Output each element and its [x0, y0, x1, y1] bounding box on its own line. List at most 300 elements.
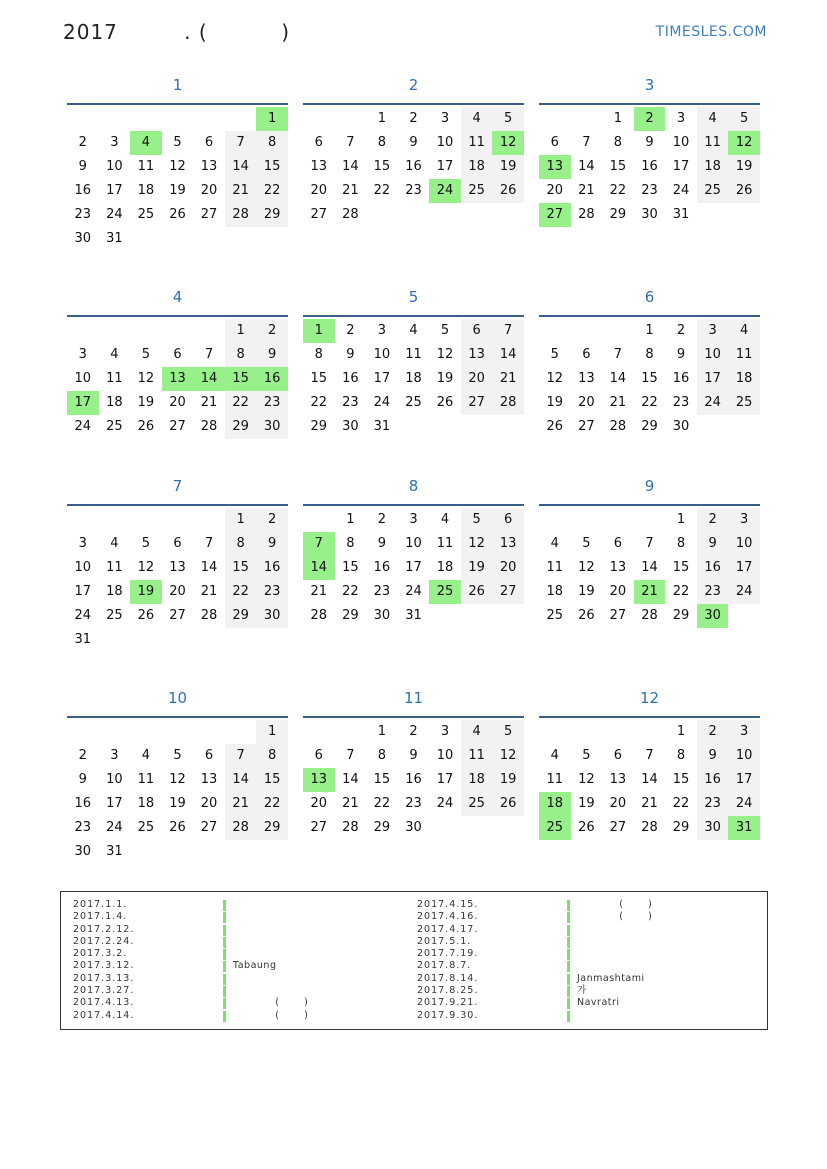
month-3 [539, 70, 760, 227]
day-cell: 23 [405, 796, 422, 811]
week-row [67, 367, 288, 391]
month-divider [67, 103, 288, 105]
empty-day-cell [193, 508, 225, 532]
day-cell: 25 [697, 179, 729, 203]
day-cell: 16 [672, 371, 690, 386]
day-cell: 12 [169, 772, 186, 787]
day-cell: 24 [106, 820, 123, 835]
holiday-date: 2017.8.25. [417, 985, 479, 997]
day-cell: 28 [200, 419, 218, 434]
week-row [539, 319, 760, 343]
empty-day-cell [634, 720, 666, 744]
day-cell: 3 [110, 135, 119, 150]
day-cell: 19 [546, 395, 564, 410]
holiday-marker [567, 912, 570, 923]
day-cell: 29 [225, 415, 257, 439]
week-row [539, 532, 760, 556]
holiday-day-cell: 2 [634, 107, 666, 131]
day-cell: 1 [225, 508, 257, 532]
day-cell: 21 [609, 395, 627, 410]
week-row [539, 556, 760, 580]
day-cell: 30 [74, 844, 92, 859]
day-cell: 12 [169, 159, 186, 174]
holiday-name: ( ) [233, 997, 309, 1009]
holiday-date: 2017.4.16. [417, 911, 479, 923]
day-cell: 29 [609, 207, 627, 222]
day-cell: 10 [672, 135, 690, 150]
empty-day-cell [256, 628, 288, 652]
month-divider [67, 716, 288, 718]
empty-day-cell [99, 628, 131, 652]
empty-day-cell [492, 816, 524, 840]
day-cell: 15 [342, 560, 359, 575]
week-row [303, 131, 524, 155]
day-cell: 25 [461, 179, 493, 203]
empty-day-cell [728, 415, 760, 439]
month-title: 2 [408, 76, 419, 94]
week-row [303, 391, 524, 415]
day-cell: 27 [310, 207, 328, 222]
holiday-date: 2017.9.30. [417, 1009, 479, 1021]
day-cell: 20 [310, 796, 328, 811]
week-row [67, 556, 288, 580]
week-row [303, 203, 524, 227]
day-cell: 4 [110, 536, 119, 551]
week-row [303, 532, 524, 556]
holiday-name: 가 [577, 985, 587, 997]
empty-day-cell [130, 720, 162, 744]
day-cell: 28 [342, 820, 359, 835]
day-cell: 21 [578, 183, 595, 198]
week-row [303, 744, 524, 768]
week-row [67, 131, 288, 155]
day-cell: 8 [256, 744, 288, 768]
day-cell: 3 [697, 319, 729, 343]
day-cell: 22 [225, 391, 257, 415]
day-cell: 14 [641, 772, 658, 787]
day-cell: 6 [173, 536, 182, 551]
day-cell: 30 [641, 207, 658, 222]
day-cell: 17 [728, 556, 760, 580]
holiday-marker [567, 925, 570, 936]
empty-day-cell [193, 840, 225, 864]
day-cell: 23 [672, 395, 690, 410]
holiday-marker [567, 900, 570, 911]
day-cell: 28 [225, 203, 257, 227]
day-cell: 4 [141, 748, 151, 763]
month-title: 10 [167, 689, 188, 707]
day-cell: 17 [106, 183, 123, 198]
day-cell: 7 [645, 748, 654, 763]
day-cell: 6 [204, 135, 214, 150]
day-cell: 29 [672, 820, 690, 835]
day-cell: 15 [256, 155, 288, 179]
day-cell: 6 [461, 319, 493, 343]
holiday-day-cell: 14 [193, 367, 225, 391]
day-cell: 28 [641, 608, 658, 623]
holiday-day-cell: 27 [539, 203, 571, 227]
day-cell: 10 [436, 135, 454, 150]
day-cell: 9 [409, 135, 418, 150]
day-cell: 29 [256, 816, 288, 840]
empty-day-cell [67, 319, 99, 343]
day-cell: 30 [697, 816, 729, 840]
day-cell: 19 [578, 796, 595, 811]
empty-day-cell [429, 604, 461, 628]
week-row [303, 367, 524, 391]
day-cell: 23 [256, 391, 288, 415]
day-cell: 12 [137, 560, 155, 575]
week-row [539, 720, 760, 744]
day-cell: 6 [613, 748, 623, 763]
day-cell: 8 [613, 135, 623, 150]
empty-day-cell [697, 203, 729, 227]
holiday-marker [223, 974, 226, 985]
empty-day-cell [335, 720, 367, 744]
day-cell: 2 [409, 111, 418, 126]
day-cell: 22 [373, 183, 391, 198]
holiday-date: 2017.3.12. [73, 960, 135, 972]
day-cell: 18 [137, 183, 155, 198]
holiday-marker [567, 986, 570, 997]
holiday-day-cell: 19 [130, 580, 162, 604]
day-cell: 18 [137, 796, 155, 811]
month-9 [539, 471, 760, 628]
day-cell: 12 [578, 772, 595, 787]
day-cell: 26 [169, 207, 186, 222]
week-row [67, 604, 288, 628]
month-divider [539, 716, 760, 718]
page-title: 2017 . ( ) [63, 20, 291, 44]
month-title: 5 [408, 288, 419, 306]
empty-day-cell [602, 319, 634, 343]
day-cell: 20 [609, 584, 627, 599]
empty-day-cell [461, 415, 493, 439]
day-cell: 10 [74, 560, 92, 575]
month-divider [67, 504, 288, 506]
day-cell: 26 [492, 792, 524, 816]
day-cell: 23 [74, 207, 92, 222]
day-cell: 22 [609, 183, 627, 198]
holiday-legend [60, 891, 768, 1030]
day-cell: 5 [440, 323, 450, 338]
empty-day-cell [429, 816, 461, 840]
day-cell: 20 [546, 183, 564, 198]
day-cell: 20 [461, 367, 493, 391]
day-cell: 1 [256, 720, 288, 744]
empty-day-cell [539, 319, 571, 343]
day-cell: 16 [342, 371, 359, 386]
day-cell: 27 [310, 820, 328, 835]
week-row [67, 203, 288, 227]
holiday-name: ( ) [577, 911, 653, 923]
empty-day-cell [193, 628, 225, 652]
day-cell: 20 [200, 183, 218, 198]
month-4 [67, 282, 288, 439]
day-cell: 2 [676, 323, 686, 338]
day-cell: 26 [461, 580, 493, 604]
day-cell: 12 [436, 347, 454, 362]
empty-day-cell [492, 415, 524, 439]
day-cell: 8 [256, 131, 288, 155]
day-cell: 29 [225, 604, 257, 628]
day-cell: 26 [578, 820, 595, 835]
empty-day-cell [130, 227, 162, 251]
holiday-day-cell: 15 [225, 367, 257, 391]
day-cell: 9 [256, 532, 288, 556]
week-row [539, 604, 760, 628]
day-cell: 11 [546, 772, 564, 787]
empty-day-cell [697, 415, 729, 439]
day-cell: 27 [609, 608, 627, 623]
day-cell: 21 [225, 792, 257, 816]
empty-day-cell [303, 107, 335, 131]
day-cell: 25 [137, 207, 155, 222]
holiday-marker [223, 912, 226, 923]
day-cell: 17 [436, 772, 454, 787]
day-cell: 22 [672, 584, 690, 599]
day-cell: 20 [169, 584, 186, 599]
week-row [303, 604, 524, 628]
week-row [539, 580, 760, 604]
week-row [67, 744, 288, 768]
holiday-date: 2017.3.2. [73, 948, 128, 960]
day-cell: 11 [546, 560, 564, 575]
holiday-date: 2017.4.13. [73, 997, 135, 1009]
holiday-date: 2017.8.14. [417, 972, 479, 984]
day-cell: 24 [672, 183, 690, 198]
day-cell: 14 [641, 560, 658, 575]
week-row [67, 532, 288, 556]
day-cell: 17 [672, 159, 690, 174]
day-cell: 31 [106, 844, 123, 859]
empty-day-cell [429, 415, 461, 439]
holiday-day-cell: 18 [539, 792, 571, 816]
day-cell: 3 [110, 748, 119, 763]
week-row [539, 367, 760, 391]
day-cell: 27 [169, 419, 186, 434]
day-cell: 8 [377, 135, 387, 150]
week-row [539, 179, 760, 203]
empty-day-cell [602, 720, 634, 744]
day-cell: 1 [676, 724, 686, 739]
day-cell: 1 [346, 512, 355, 527]
day-cell: 19 [492, 155, 524, 179]
day-cell: 17 [436, 159, 454, 174]
holiday-date: 2017.4.14. [73, 1009, 135, 1021]
day-cell: 10 [74, 371, 92, 386]
day-cell: 19 [137, 395, 155, 410]
empty-day-cell [67, 107, 99, 131]
day-cell: 6 [492, 508, 524, 532]
week-row [303, 768, 524, 792]
holiday-day-cell: 13 [162, 367, 194, 391]
day-cell: 22 [256, 792, 288, 816]
day-cell: 24 [74, 608, 92, 623]
day-cell: 28 [609, 419, 627, 434]
day-cell: 14 [225, 155, 257, 179]
day-cell: 19 [169, 183, 186, 198]
day-cell: 7 [582, 135, 591, 150]
empty-day-cell [193, 107, 225, 131]
week-row [67, 319, 288, 343]
day-cell: 9 [256, 343, 288, 367]
week-row [67, 720, 288, 744]
month-divider [539, 103, 760, 105]
day-cell: 1 [377, 724, 387, 739]
day-cell: 7 [346, 748, 355, 763]
day-cell: 18 [546, 584, 564, 599]
day-cell: 14 [225, 768, 257, 792]
day-cell: 5 [173, 748, 182, 763]
day-cell: 9 [409, 748, 418, 763]
day-cell: 5 [492, 720, 524, 744]
day-cell: 10 [728, 532, 760, 556]
day-cell: 2 [409, 724, 418, 739]
day-cell: 6 [204, 748, 214, 763]
day-cell: 3 [440, 724, 450, 739]
day-cell: 26 [578, 608, 595, 623]
week-row [67, 792, 288, 816]
day-cell: 8 [346, 536, 355, 551]
day-cell: 30 [342, 419, 359, 434]
day-cell: 3 [78, 347, 87, 362]
week-row [539, 744, 760, 768]
empty-day-cell [225, 840, 257, 864]
day-cell: 4 [110, 347, 119, 362]
day-cell: 16 [373, 560, 391, 575]
month-divider [303, 315, 524, 317]
day-cell: 23 [405, 183, 422, 198]
day-cell: 27 [200, 820, 218, 835]
empty-day-cell [728, 203, 760, 227]
day-cell: 18 [461, 155, 493, 179]
day-cell: 16 [697, 768, 729, 792]
day-cell: 12 [546, 371, 564, 386]
day-cell: 14 [200, 560, 218, 575]
month-title: 7 [172, 477, 183, 495]
holiday-marker [223, 925, 226, 936]
holiday-marker [567, 949, 570, 960]
day-cell: 15 [609, 159, 627, 174]
day-cell: 26 [137, 608, 155, 623]
day-cell: 10 [106, 159, 123, 174]
day-cell: 17 [106, 796, 123, 811]
day-cell: 1 [645, 323, 654, 338]
empty-day-cell [398, 203, 430, 227]
day-cell: 16 [74, 796, 92, 811]
day-cell: 25 [405, 395, 422, 410]
holiday-name: Tabaung [233, 960, 277, 972]
day-cell: 15 [225, 556, 257, 580]
day-cell: 19 [436, 371, 454, 386]
holiday-date: 2017.9.21. [417, 997, 479, 1009]
month-title: 11 [403, 689, 424, 707]
empty-day-cell [162, 840, 194, 864]
day-cell: 30 [672, 419, 690, 434]
day-cell: 11 [106, 371, 123, 386]
empty-day-cell [130, 319, 162, 343]
empty-day-cell [99, 319, 131, 343]
holiday-marker [223, 1011, 226, 1022]
day-cell: 29 [672, 608, 690, 623]
day-cell: 17 [405, 560, 422, 575]
day-cell: 8 [225, 343, 257, 367]
day-cell: 31 [405, 608, 422, 623]
week-row [67, 107, 288, 131]
day-cell: 19 [578, 584, 595, 599]
day-cell: 18 [697, 155, 729, 179]
day-cell: 16 [405, 159, 422, 174]
day-cell: 9 [78, 772, 87, 787]
day-cell: 5 [728, 107, 760, 131]
empty-day-cell [571, 107, 603, 131]
month-divider [67, 315, 288, 317]
empty-day-cell [162, 508, 194, 532]
day-cell: 13 [169, 560, 186, 575]
day-cell: 24 [373, 395, 391, 410]
empty-day-cell [571, 319, 603, 343]
month-divider [303, 716, 524, 718]
week-row [67, 415, 288, 439]
holiday-marker [567, 961, 570, 972]
week-row [539, 415, 760, 439]
day-cell: 28 [641, 820, 658, 835]
day-cell: 22 [225, 580, 257, 604]
day-cell: 6 [550, 135, 559, 150]
empty-day-cell [99, 107, 131, 131]
day-cell: 22 [310, 395, 328, 410]
holiday-date: 2017.2.12. [73, 923, 135, 935]
holiday-marker [223, 961, 226, 972]
brand-link[interactable]: TIMESLES.COM [655, 24, 767, 40]
day-cell: 26 [546, 419, 564, 434]
day-cell: 23 [697, 580, 729, 604]
day-cell: 26 [137, 419, 155, 434]
month-12 [539, 683, 760, 840]
week-row [303, 792, 524, 816]
day-cell: 28 [578, 207, 595, 222]
day-cell: 8 [314, 347, 323, 362]
day-cell: 5 [582, 748, 591, 763]
week-row [67, 391, 288, 415]
holiday-marker [223, 900, 226, 911]
empty-day-cell [162, 628, 194, 652]
day-cell: 9 [676, 347, 686, 362]
holiday-marker [567, 1011, 570, 1022]
day-cell: 24 [728, 580, 760, 604]
day-cell: 8 [377, 748, 387, 763]
day-cell: 13 [310, 159, 328, 174]
empty-day-cell [539, 107, 571, 131]
day-cell: 20 [310, 183, 328, 198]
holiday-name: ( ) [233, 1009, 309, 1021]
holiday-marker [223, 998, 226, 1009]
day-cell: 19 [492, 768, 524, 792]
week-row [67, 816, 288, 840]
day-cell: 31 [106, 231, 123, 246]
empty-day-cell [225, 628, 257, 652]
empty-day-cell [162, 227, 194, 251]
month-divider [303, 103, 524, 105]
holiday-day-cell: 25 [539, 816, 571, 840]
holiday-day-cell: 1 [303, 319, 335, 343]
day-cell: 28 [342, 207, 359, 222]
month-7 [67, 471, 288, 652]
week-row [303, 508, 524, 532]
day-cell: 1 [613, 111, 623, 126]
day-cell: 14 [492, 343, 524, 367]
